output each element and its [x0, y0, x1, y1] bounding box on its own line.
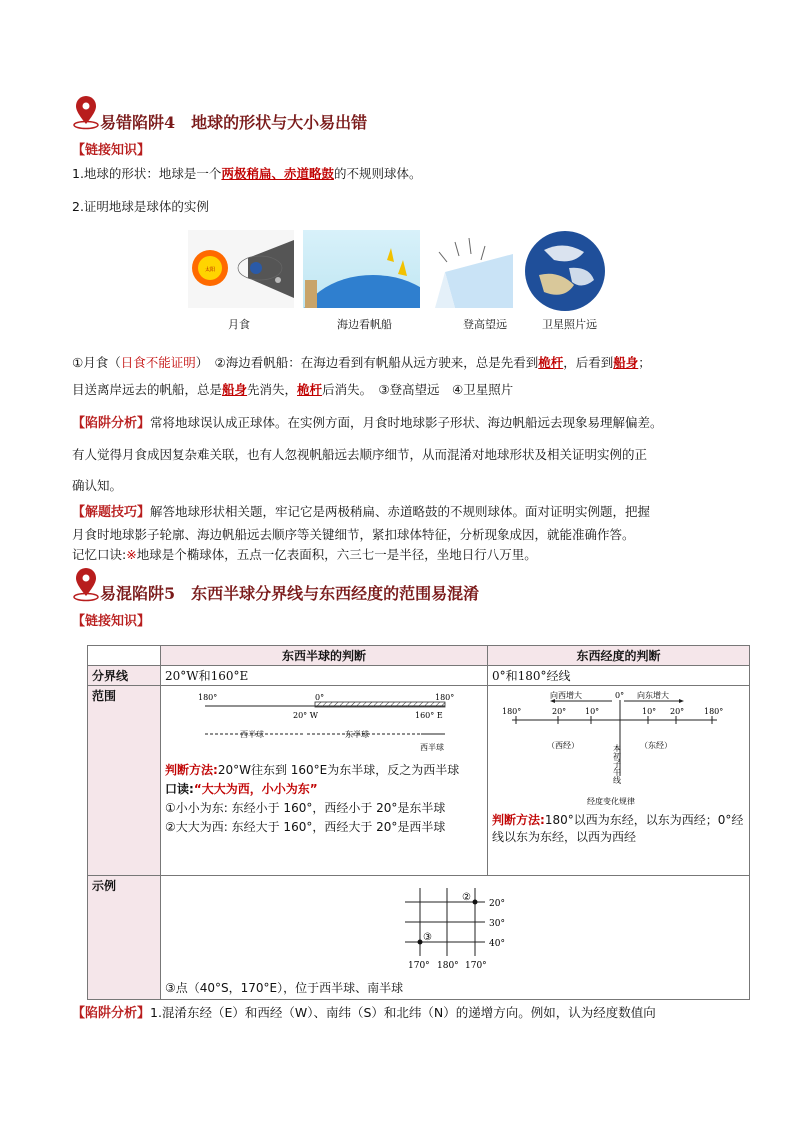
- header-longitude: 东西经度的判断: [488, 646, 750, 666]
- prime-meridian-label: 本初子午线: [612, 744, 622, 784]
- svg-text:②: ②: [462, 892, 471, 903]
- svg-text:180°: 180°: [437, 961, 459, 971]
- svg-text:0°: 0°: [315, 693, 325, 702]
- high-view-image: [425, 232, 518, 308]
- svg-text:经度变化规律: 经度变化规律: [587, 797, 635, 806]
- img-label-ship: 海边看帆船: [337, 318, 392, 331]
- method-label: 判断方法:: [165, 763, 218, 777]
- svg-text:向东增大: 向东增大: [637, 691, 669, 700]
- svg-text:180°: 180°: [435, 693, 455, 702]
- hemisphere-diagram: [165, 688, 465, 756]
- boundary-hemisphere: 20°W和160°E: [161, 666, 488, 686]
- svg-text:西半球: 西半球: [240, 730, 264, 739]
- svg-text:20°: 20°: [670, 707, 685, 716]
- row-label-boundary: 分界线: [88, 666, 161, 686]
- location-pin-icon: [72, 568, 100, 602]
- svg-text:（东经）: （东经）: [640, 741, 672, 750]
- svg-text:170°: 170°: [465, 961, 487, 971]
- proof-heading: 2.证明地球是球体的实例: [72, 199, 209, 214]
- comparison-table: [87, 645, 750, 1000]
- tips-1: 【解题技巧】解答地球形状相关题，牢记它是两极稍扁、赤道略鼓的不规则球体。面对证明实例题，把握: [72, 504, 651, 520]
- svg-text:180°: 180°: [704, 707, 724, 716]
- trap-analysis-2: 有人觉得月食成因复杂难关联，也有人忽视帆船远去顺序细节，从而混淆对地球形状及相关证明实例的正: [72, 447, 648, 462]
- examples-line2: 目送离岸远去的帆船，总是船身先消失，桅杆后消失。 ③登高望远 ④卫星照片: [72, 382, 514, 397]
- boundary-longitude: 0°和180°经线: [488, 666, 750, 686]
- row-label-range: 范围: [88, 686, 161, 876]
- link-knowledge-tag: 【链接知识】: [72, 143, 151, 158]
- svg-text:太阳: 太阳: [205, 267, 216, 273]
- svg-text:西半球: 西半球: [420, 743, 444, 752]
- satellite-earth-image: [524, 230, 606, 312]
- svg-text:（西经）: （西经）: [547, 741, 579, 750]
- svg-text:东半球: 东半球: [345, 730, 369, 739]
- method-text: 20°W往东到 160°E为东半球，反之为西半球: [217, 763, 460, 777]
- svg-text:20° W: 20° W: [293, 711, 318, 720]
- rule-2: ②大大为西: 东经大于 160°，西经大于 20°是西半球: [165, 820, 446, 834]
- lat-lon-grid: [165, 878, 745, 976]
- ship-at-sea-image: [303, 230, 420, 308]
- section5-title: 易混陷阱5 东西半球分界线与东西经度的范围易混淆: [100, 584, 480, 603]
- svg-text:向西增大: 向西增大: [550, 691, 582, 700]
- trap-analysis-5: 【陷阱分析】1.混淆东经（E）和西经（W）、南纬（S）和北纬（N）的递增方向。例如，认为经度数值向: [72, 1005, 656, 1021]
- location-pin-icon: [72, 96, 100, 130]
- svg-text:180°: 180°: [502, 707, 522, 716]
- row-label-example: 示例: [88, 876, 161, 1000]
- svg-text:170°: 170°: [408, 961, 430, 971]
- svg-text:20°: 20°: [489, 899, 505, 909]
- method2-text: 180°以西为东经，以东为西经；0°经线以东为东经，以西为西经: [492, 813, 744, 844]
- rhyme-text: “大大为西，小小为东”: [193, 782, 318, 796]
- section4-title: 易错陷阱4 地球的形状与大小易出错: [100, 113, 368, 132]
- link-knowledge-tag: 【链接知识】: [72, 614, 151, 629]
- tips-3: 记忆口诀:※地球是个椭球体，五点一亿表面积，六三七一是半径，坐地日行八万里。: [72, 547, 537, 562]
- trap-analysis-1: 【陷阱分析】常将地球误认成正球体。在实例方面，月食时地球影子形状、海边帆船远去现象易理解偏差。: [72, 415, 663, 431]
- tips-2: 月食时地球影子轮廓、海边帆船远去顺序等关键细节，紧扣球体特征，分析现象成因，就能准确作答。: [72, 527, 635, 542]
- svg-text:180°: 180°: [198, 693, 218, 702]
- svg-text:10°: 10°: [585, 707, 600, 716]
- img-label-high: 登高望远: [463, 318, 507, 331]
- example-text: ③点（40°S，170°E），位于西半球、南半球: [165, 981, 404, 995]
- earth-shape-text: 1.地球的形状：地球是一个两极稍扁、赤道略鼓的不规则球体。: [72, 166, 422, 181]
- svg-text:160° E: 160° E: [415, 711, 443, 720]
- range-longitude-cell: [488, 686, 750, 876]
- svg-text:40°: 40°: [489, 939, 505, 949]
- range-hemisphere-cell: [161, 686, 488, 876]
- rhyme-label: 口读:: [165, 782, 194, 796]
- header-hemisphere: 东西半球的判断: [161, 646, 488, 666]
- img-label-eclipse: 月食: [228, 318, 250, 331]
- svg-text:10°: 10°: [642, 707, 657, 716]
- longitude-diagram: [492, 688, 732, 808]
- lunar-eclipse-image: [188, 230, 294, 308]
- svg-text:20°: 20°: [552, 707, 567, 716]
- method2-label: 判断方法:: [492, 813, 545, 827]
- example-cell: [161, 876, 750, 1000]
- rule-1: ①小小为东: 东经小于 160°，西经小于 20°是东半球: [165, 801, 446, 815]
- img-label-satellite: 卫星照片远: [542, 318, 597, 331]
- svg-text:30°: 30°: [489, 919, 505, 929]
- examples-line1: ①月食（日食不能证明） ②海边看帆船：在海边看到有帆船从远方驶来，总是先看到桅杆，后看到船身；: [72, 355, 651, 370]
- svg-text:③: ③: [423, 932, 432, 943]
- trap-analysis-3: 确认知。: [72, 478, 123, 493]
- svg-text:0°: 0°: [615, 691, 625, 700]
